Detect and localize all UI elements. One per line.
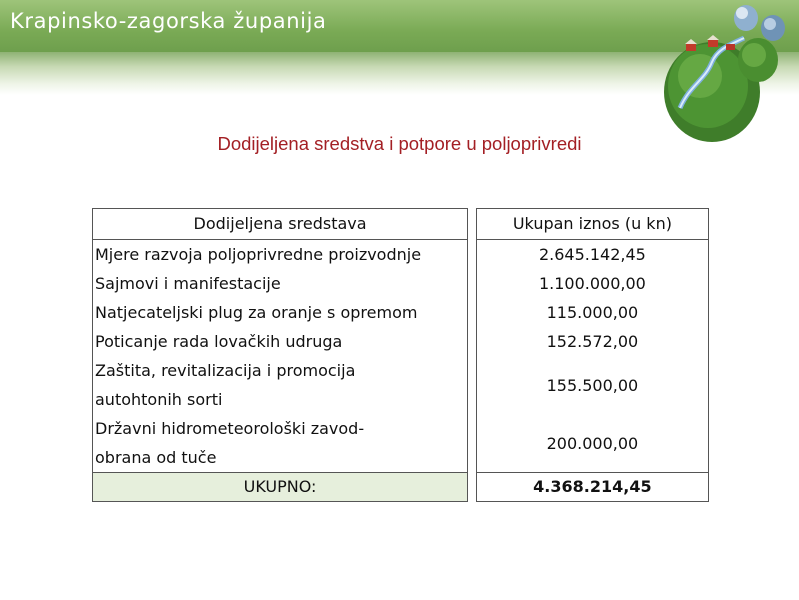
row-value: 152.572,00 <box>476 327 708 356</box>
table-row <box>93 240 709 270</box>
table-row <box>93 414 709 473</box>
row-label: Mjere razvoja poljoprivredne proizvodnje <box>93 240 468 270</box>
row-label: Sajmovi i manifestacije <box>93 269 468 298</box>
row-label-line: autohtonih sorti <box>95 390 223 409</box>
total-label: UKUPNO: <box>93 473 468 502</box>
row-value: 115.000,00 <box>476 298 708 327</box>
row-value: 200.000,00 <box>476 414 708 473</box>
banner-title: Krapinsko-zagorska županija <box>10 9 327 33</box>
total-value: 4.368.214,45 <box>476 473 708 502</box>
row-label: Poticanje rada lovačkih udruga <box>93 327 468 356</box>
row-value: 155.500,00 <box>476 356 708 414</box>
table-row <box>93 356 709 414</box>
table-header-row <box>93 209 709 240</box>
row-label-line: Državni hidrometeorološki zavod- <box>95 419 365 438</box>
table-row <box>93 298 709 327</box>
county-logo <box>650 0 799 150</box>
grants-table <box>92 208 709 502</box>
table-row <box>93 327 709 356</box>
row-label: Natjecateljski plug za oranje s opremom <box>93 298 468 327</box>
row-label-line: obrana od tuče <box>95 448 217 467</box>
row-value: 2.645.142,45 <box>476 240 708 270</box>
row-value: 1.100.000,00 <box>476 269 708 298</box>
row-label <box>93 356 468 414</box>
row-label-line: Zaštita, revitalizacija i promocija <box>95 361 356 380</box>
table-total-row <box>93 473 709 502</box>
table-row <box>93 269 709 298</box>
header-label: Dodijeljena sredstava <box>93 209 468 240</box>
header-value: Ukupan iznos (u kn) <box>476 209 708 240</box>
row-label <box>93 414 468 473</box>
page-subtitle: Dodijeljena sredstva i potpore u poljoprivredi <box>217 133 582 154</box>
